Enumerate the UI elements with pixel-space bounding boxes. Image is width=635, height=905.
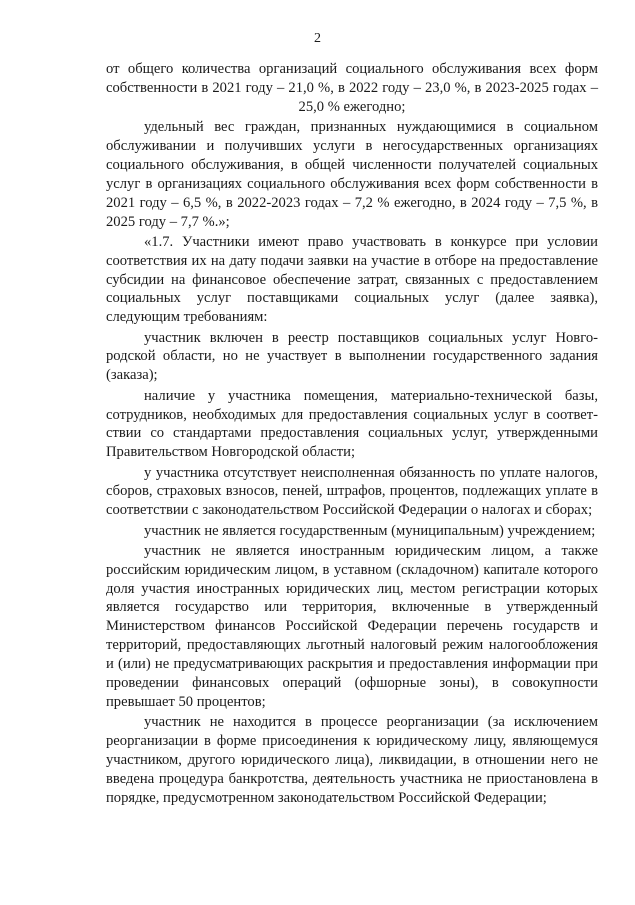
document-body xyxy=(106,60,598,809)
paragraph-requirement-registry: участник включен в реестр поставщиков социальных услуг Новгородской области, но не участвует в выполнении государственного задания (заказа); xyxy=(106,329,598,384)
paragraph-requirement-not-state-institution: участник не является государственным (муниципальным) учреждением; xyxy=(144,522,596,539)
paragraph-clause-1-7: «1.7. Участники имеют право участвовать в конкурсе при условии соответствия их на дату подачи заявки на участие в отборе на предоставление субсидии на финансовое обеспечение затрат, связанных с предоставлением социальных услуг поставщиками социальных услуг (далее заявка), следующим требованиям: xyxy=(106,233,598,326)
page-number: 2 xyxy=(314,31,321,46)
paragraph-requirement-not-foreign-entity: участник не является иностранным юридическим лицом, а также российским юридическим лицом, в уставном (складочном) капитале которого доля участия иностранных юридических лиц, местом регистрации которых является государство или территория, включенные в утвержденный Министерством финансов Российской Федерации перечень государств и территорий, предоставляющих льготный налоговый режим налогообложения и (или) не предусматривающих раскрытия и предоставления информации при проведении финансовых операций (офшорные зоны), в совокупности превышает 50 процентов; xyxy=(106,542,598,710)
paragraph-share-of-citizens: удельный вес граждан, признанных нуждающимися в социальном обслуживании и получивших услуги в негосударственных организациях социального обслуживания, в общей численности получателей социальных услуг в организациях социального обслуживания всех форм собственности в 2021 году – 6,5 %, в 2022-2023 годах – 7,2 % ежегодно, в 2024 году – 7,5 %, в 2025 году – 7,7 %.»; xyxy=(106,119,598,230)
paragraph-share-of-organizations: от общего количества организаций социального обслуживания всех форм собственности в 2021 году – 21,0 %, в 2022 году – 23,0 %, в 2023-2025 годах – 25,0 % ежегодно; xyxy=(106,61,598,115)
paragraph-requirement-no-reorganization: участник не находится в процессе реорганизации (за исключением реорганизации в форме присоединения к юридическому лицу, являющемуся участником, другого юридического лица), ликвидации, в отношении него не введена процедура банкротства, деятельность участника не приостановлена в порядке, предусмотренном законодательством Российской Федерации; xyxy=(106,714,598,806)
paragraph-requirement-no-tax-debt: у участника отсутствует неисполненная обязанность по уплате налогов, сборов, страховых взносов, пеней, штрафов, процентов, подлежащих уплате в соответствии с законодательством Российской Федерации о налогах и сборах; xyxy=(106,464,598,519)
paragraph-requirement-premises: наличие у участника помещения, материально-технической базы, сотрудников, необходимых для предоставления социальных услуг в соответствии со стандартами предоставления социальных услуг, утвержденными Правительством Новгородской области; xyxy=(106,387,598,461)
